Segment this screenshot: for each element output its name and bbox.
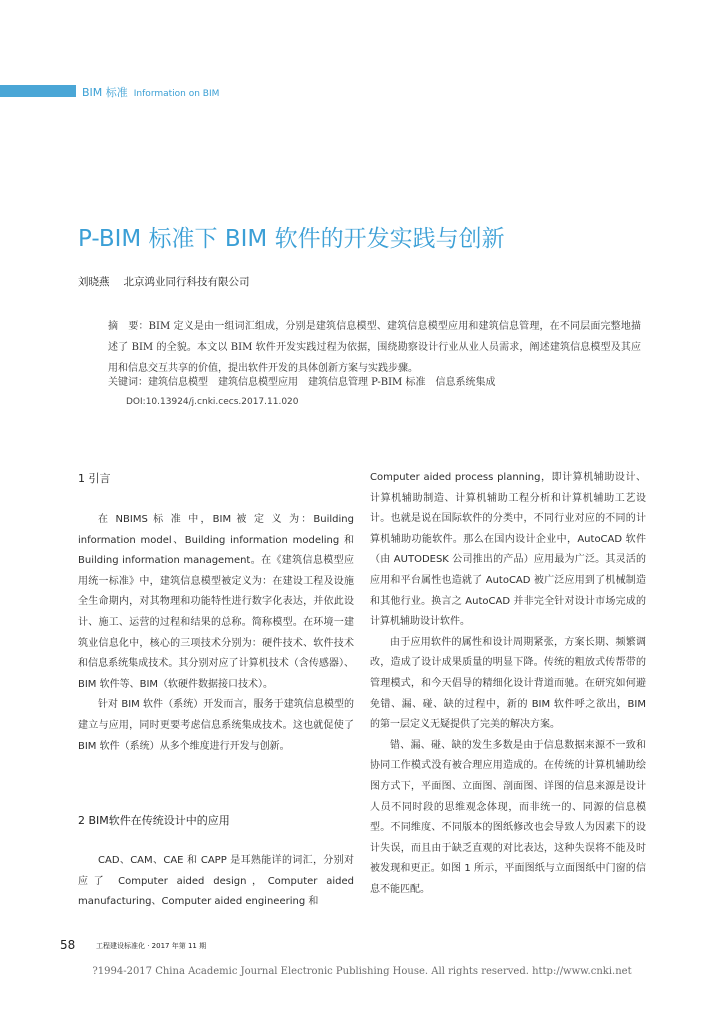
left-column xyxy=(78,510,354,757)
abstract-label: 摘 要： xyxy=(108,321,149,332)
copyright-line: ?1994-2017 China Academic Journal Electronic Publishing House. All rights reserved. http://www.cnki.net xyxy=(92,966,632,977)
section-label-en: Information on BIM xyxy=(133,89,220,99)
article-title: P-BIM 标准下 BIM 软件的开发实践与创新 xyxy=(78,226,505,252)
author-name: 刘晓燕 xyxy=(78,276,110,288)
abstract-text: BIM 定义是由一组词汇组成，分别是建筑信息模型、建筑信息模型应用和建筑信息管理，在不同层面完整地描述了 BIM 的全貌。本文以 BIM 软件开发实践过程为依据，围绕勘察设计行业从业人员需求，阐述建筑信息模型及其应用和信息交互共享的价值，提出软件开发的具体创新方案与实践步骤。 xyxy=(108,321,642,374)
journal-footer: 工程建设标准化 · 2017 年第 11 期 xyxy=(96,942,207,950)
author-affiliation: 北京鸿业同行科技有限公司 xyxy=(123,276,250,288)
left-column-section2 xyxy=(78,851,354,913)
author-line xyxy=(78,274,250,289)
doi: DOI:10.13924/j.cnki.cecs.2017.11.020 xyxy=(126,397,299,407)
section1-heading: 1 引言 xyxy=(78,472,111,485)
paragraph: 由于应用软件的属性和设计周期紧张，方案长期、频繁调改，造成了设计成果质量的明显下降。传统的粗放式传帮带的管理模式，和今天倡导的精细化设计背道而驰。在研究如何避免错、漏、碰、缺的过程中，新的 BIM 软件呼之欲出，BIM 的第一层定义无疑提供了完美的解决方案。 xyxy=(370,636,646,731)
paragraph: CAD、CAM、CAE 和 CAPP 是耳熟能详的词汇，分别对应了 Computer aided design，Computer aided manufacturing、Computer aided engineering 和 xyxy=(78,855,354,908)
section-label: BIM 标准 xyxy=(82,86,128,99)
paragraph: 错、漏、碰、缺的发生多数是由于信息数据来源不一致和协同工作模式没有被合理应用造成的。在传统的计算机辅助绘图方式下，平面图、立面图、剖面图、详图的信息来源是设计人员不同时段的思维观念体现，而非统一的、同源的信息模型。不同维度、不同版本的图纸修改也会导致人为因素下的设计失误，而且由于缺乏直观的对比表达，这种失误将不能及时被发现和更正。如图 1 所示，平面图纸与立面图纸中门窗的信息不能匹配。 xyxy=(370,739,646,895)
paragraph: 针对 BIM 软件（系统）开发而言，服务于建筑信息模型的建立与应用，同时更要考虑信息系统集成技术。这也就促使了 BIM 软件（系统）从多个维度进行开发与创新。 xyxy=(78,699,354,752)
abstract xyxy=(108,316,641,379)
right-column xyxy=(370,468,646,900)
keywords-label: 关键词： xyxy=(108,377,148,388)
header-accent-bar xyxy=(0,85,76,97)
page-number: 58 xyxy=(60,938,76,952)
keywords xyxy=(108,373,638,388)
section2-heading: 2 BIM软件在传统设计中的应用 xyxy=(78,814,230,827)
paragraph: 在 NBIMS 标 准 中，BIM 被 定 义 为：Building information model、Building information modeling 和 Building information management。在《建筑信息模型应用统一标准》中，建筑信息模型被定义为：在建设工程及设施全生命期内，对其物理和功能特性进行数字化表达，并依此设计、施工、运营的过程和结果的总称。简称模型。在环境一建筑业信息化中，核心的三项技术分别为：硬件技术、软件技术和信息系统集成技术。其分别对应了计算机技术（含传感器）、BIM 软件等、BIM（软硬件数据接口技术）。 xyxy=(78,514,354,690)
section-header xyxy=(82,84,219,100)
keywords-text: 建筑信息模型 建筑信息模型应用 建筑信息管理 P-BIM 标准 信息系统集成 xyxy=(148,377,496,388)
paragraph: Computer aided process planning，即计算机辅助设计、计算机辅助制造、计算机辅助工程分析和计算机辅助工艺设计。也就是说在国际软件的分类中，不同行业对应的不同的计算机辅助功能软件。那么在国内设计企业中，AutoCAD 软件（由 AUTODESK 公司推出的产品）应用最为广泛。其灵活的应用和平台属性也造就了 AutoCAD 被广泛应用到了机械制造和其他行业。换言之 AutoCAD 并非完全针对设计市场完成的计算机辅助设计软件。 xyxy=(370,472,646,628)
